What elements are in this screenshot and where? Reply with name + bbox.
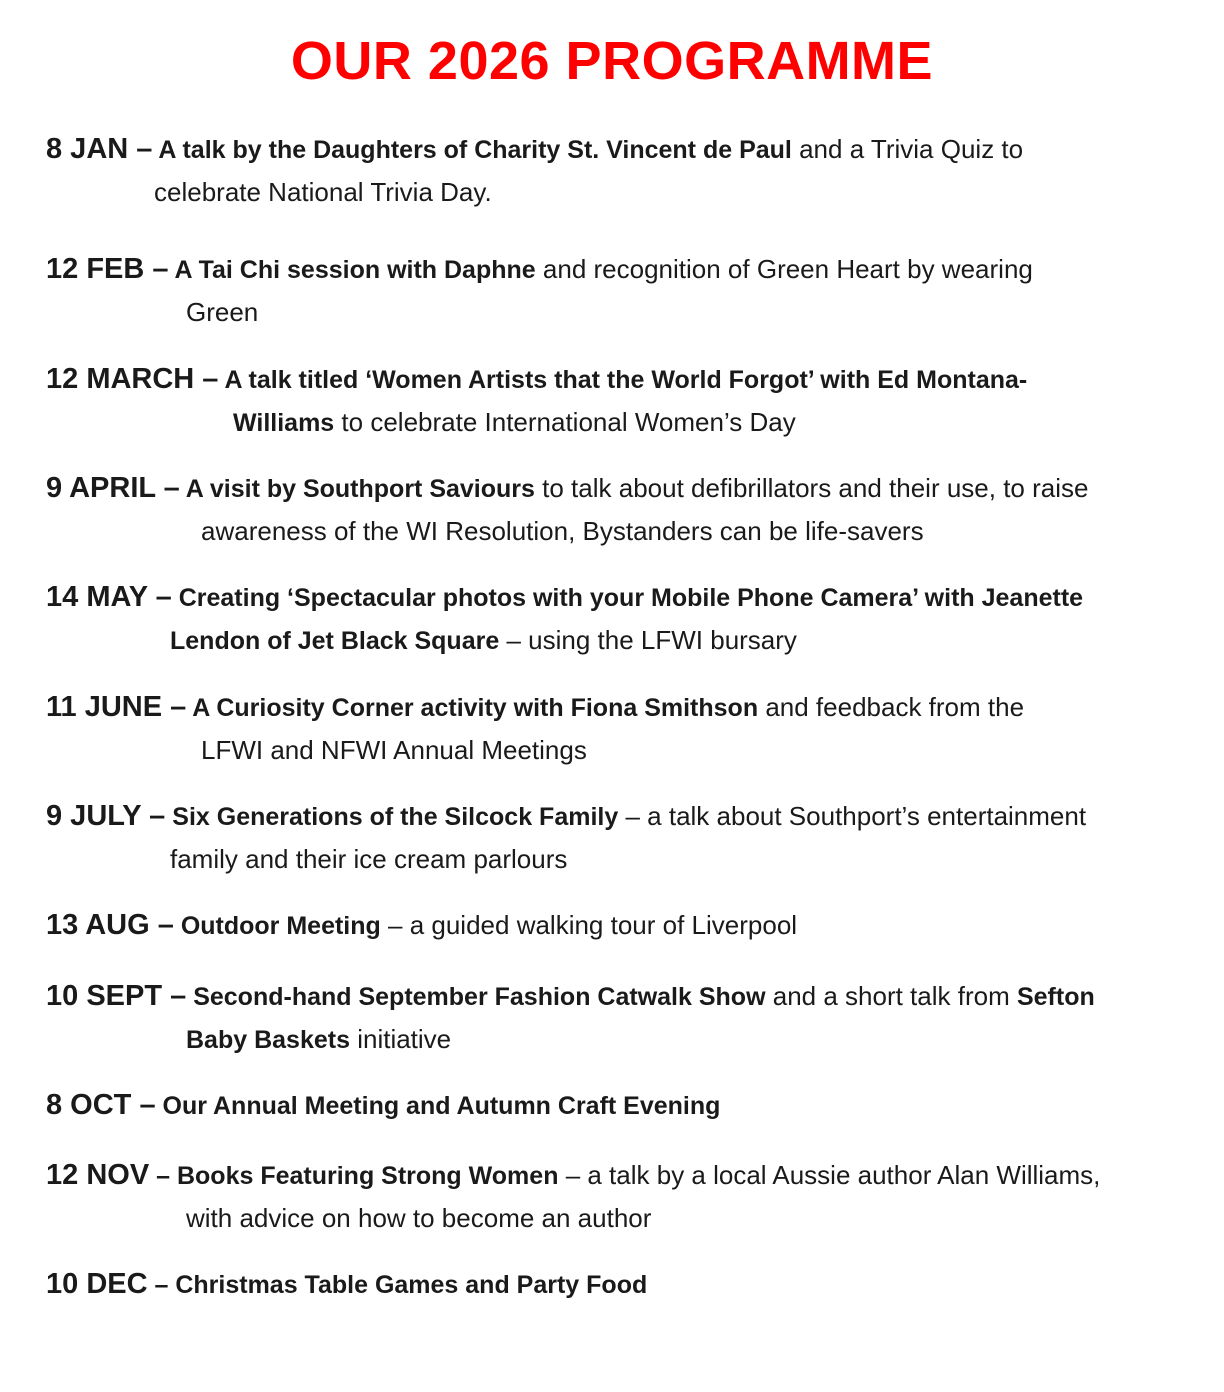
entry-highlight-text: Creating ‘Spectacular photos with your Mobile Phone Camera’ with Jeanette bbox=[171, 584, 1084, 612]
entry-text: – a talk about Southport’s entertainment bbox=[618, 801, 1087, 831]
entry-text: and feedback from the bbox=[758, 692, 1025, 722]
entry-line-1 bbox=[46, 795, 1196, 838]
entry-line-2 bbox=[46, 619, 1196, 662]
entry-text: and recognition of Green Heart by wearing bbox=[535, 254, 1033, 284]
entry-highlight-text: – Books Featuring Strong Women bbox=[149, 1162, 559, 1190]
entry-line-1 bbox=[46, 975, 1196, 1018]
entry-highlight-text: Sefton bbox=[1016, 983, 1095, 1011]
entry-date: 10 SEPT – bbox=[46, 980, 187, 1012]
entry-line-1 bbox=[46, 358, 1196, 401]
entry-text: LFWI and NFWI Annual Meetings bbox=[201, 735, 587, 765]
entry-highlight-text: A talk titled ‘Women Artists that the World Forgot’ with Ed Montana- bbox=[218, 366, 1028, 394]
entry-line-2 bbox=[46, 729, 1196, 771]
entry-line-1 bbox=[46, 1263, 1196, 1306]
entry-highlight-text: Our Annual Meeting and Autumn Craft Evening bbox=[155, 1092, 721, 1120]
entry-line-1 bbox=[46, 248, 1196, 291]
entry-line-1 bbox=[46, 576, 1196, 619]
entry-date: 14 MAY – bbox=[46, 581, 172, 613]
entry-line-2 bbox=[46, 171, 1196, 213]
entry-line-1 bbox=[46, 467, 1196, 510]
entry-line-2 bbox=[46, 1197, 1196, 1239]
programme-entry bbox=[46, 248, 1196, 333]
entry-date: 8 JAN – bbox=[46, 133, 153, 165]
programme-entry bbox=[46, 128, 1196, 213]
entry-highlight-text: – Christmas Table Games and Party Food bbox=[147, 1271, 648, 1299]
entry-highlight-text: Baby Baskets bbox=[186, 1026, 350, 1054]
entry-text: and a short talk from bbox=[765, 981, 1017, 1011]
entry-highlight-text: A Curiosity Corner activity with Fiona Smithson bbox=[186, 694, 759, 722]
entry-text: – a guided walking tour of Liverpool bbox=[380, 910, 798, 940]
entry-date: 11 JUNE – bbox=[46, 691, 187, 723]
entry-text: awareness of the WI Resolution, Bystanders can be life-savers bbox=[201, 516, 924, 546]
entry-line-2 bbox=[46, 510, 1196, 552]
entry-line-2 bbox=[46, 401, 1196, 444]
entry-date: 12 MARCH – bbox=[46, 363, 219, 395]
entry-highlight-text: A Tai Chi session with Daphne bbox=[168, 256, 536, 284]
entry-text: – using the LFWI bursary bbox=[499, 625, 797, 655]
entry-date: 10 DEC bbox=[46, 1268, 148, 1300]
programme-entry bbox=[46, 358, 1196, 444]
entry-text: family and their ice cream parlours bbox=[170, 844, 568, 874]
entry-line-1 bbox=[46, 686, 1196, 729]
entry-line-1 bbox=[46, 128, 1196, 171]
entry-line-1 bbox=[46, 1084, 1196, 1127]
entry-line-2 bbox=[46, 1018, 1196, 1061]
entry-date: 9 JULY – bbox=[46, 800, 166, 832]
entry-date: 8 OCT – bbox=[46, 1089, 156, 1121]
entry-text: Green bbox=[186, 297, 259, 327]
entry-text: to celebrate International Women’s Day bbox=[334, 407, 796, 437]
entry-text: celebrate National Trivia Day. bbox=[154, 177, 492, 207]
programme-entry bbox=[46, 686, 1196, 771]
entry-text: initiative bbox=[349, 1024, 452, 1054]
entry-line-1 bbox=[46, 904, 1196, 947]
entry-line-2 bbox=[46, 838, 1196, 880]
entry-highlight-text: Second-hand September Fashion Catwalk Show bbox=[186, 983, 766, 1011]
programme-entry bbox=[46, 975, 1196, 1061]
programme-entry bbox=[46, 1154, 1196, 1239]
entry-date: 13 AUG – bbox=[46, 909, 174, 941]
entry-date: 12 FEB – bbox=[46, 253, 169, 285]
entry-date: 12 NOV bbox=[46, 1159, 150, 1191]
programme-entry bbox=[46, 1084, 1196, 1127]
entry-highlight-text: Six Generations of the Silcock Family bbox=[165, 803, 619, 831]
programme-entry bbox=[46, 467, 1196, 552]
entry-highlight-text: Lendon of Jet Black Square bbox=[170, 627, 500, 655]
entry-text: to talk about defibrillators and their use, to raise bbox=[534, 473, 1089, 503]
entry-text: and a Trivia Quiz to bbox=[791, 134, 1024, 164]
entry-date: 9 APRIL – bbox=[46, 472, 180, 504]
programme-entry bbox=[46, 576, 1196, 662]
entry-text: – a talk by a local Aussie author Alan Williams, bbox=[558, 1160, 1101, 1190]
entry-line-1 bbox=[46, 1154, 1196, 1197]
programme-entry bbox=[46, 1263, 1196, 1306]
entry-highlight-text: A talk by the Daughters of Charity St. Vincent de Paul bbox=[152, 136, 792, 164]
programme-entry bbox=[46, 795, 1196, 880]
entry-line-2 bbox=[46, 291, 1196, 333]
entry-text: with advice on how to become an author bbox=[186, 1203, 652, 1233]
page-title: OUR 2026 PROGRAMME bbox=[290, 31, 934, 91]
programme-entry bbox=[46, 904, 1196, 947]
entry-highlight-text: Williams bbox=[233, 409, 335, 437]
entry-highlight-text: A visit by Southport Saviours bbox=[179, 475, 535, 503]
entry-highlight-text: Outdoor Meeting bbox=[173, 912, 381, 940]
